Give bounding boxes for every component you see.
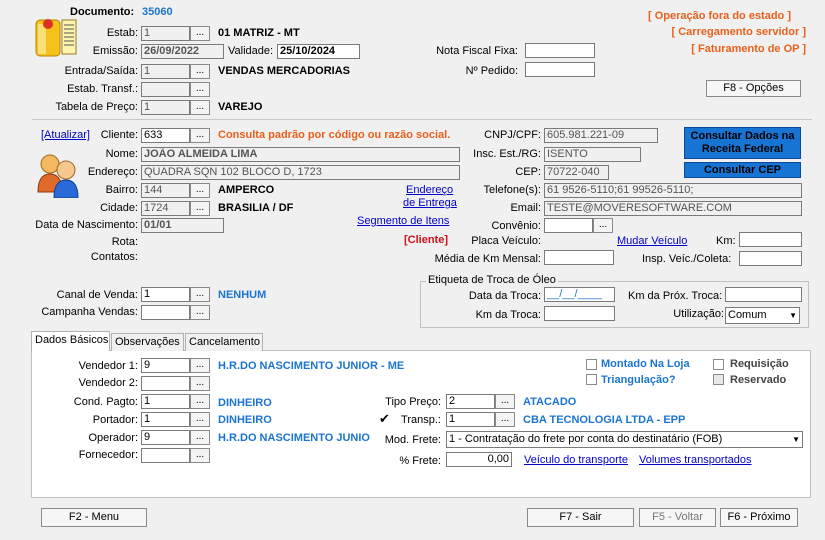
rota-label: Rota: (111, 236, 138, 248)
canal-venda-lookup-button[interactable]: ... (190, 287, 210, 302)
status-faturamento: [ Faturamento de OP ] (691, 43, 806, 55)
utilizacao-value: Comum (728, 309, 767, 321)
endereco-field[interactable]: QUADRA SQN 102 BLOCO D, 1723 (141, 165, 460, 180)
transp-checkbox[interactable]: ✔ (379, 411, 390, 426)
operador-field[interactable]: 9 (141, 430, 190, 445)
vendedor2-field[interactable] (141, 376, 190, 391)
transp-lookup-button[interactable]: ... (495, 412, 515, 427)
cliente-field[interactable]: 633 (141, 128, 190, 143)
data-troca-field[interactable]: __/__/____ (544, 287, 615, 302)
fornecedor-lookup-button[interactable]: ... (190, 448, 210, 463)
chevron-down-icon: ▼ (792, 435, 800, 444)
operador-description: H.R.DO NASCIMENTO JUNIO (218, 432, 370, 444)
status-carregamento: [ Carregamento servidor ] (671, 26, 806, 38)
cond-pagto-label: Cond. Pagto: (73, 396, 138, 408)
emissao-label: Emissão: (92, 45, 138, 57)
entrada-saida-description: VENDAS MERCADORIAS (218, 65, 351, 77)
estab-transf-lookup-button[interactable]: ... (190, 82, 210, 97)
data-troca-label: Data da Troca: (468, 290, 541, 302)
cliente-label: Cliente: (100, 129, 138, 141)
entrada-saida-lookup-button[interactable]: ... (190, 64, 210, 79)
consulta-hint: Consulta padrão por código ou razão social. (218, 129, 451, 141)
canal-venda-field[interactable]: 1 (141, 287, 190, 302)
receita-federal-button[interactable] (684, 127, 801, 159)
receita-federal-button-label: Consultar Dados na Receita Federal (690, 130, 795, 155)
km-prox-troca-label: Km da Próx. Troca: (628, 290, 723, 302)
frete-field[interactable]: 0,00 (446, 452, 512, 467)
portador-label: Portador: (92, 414, 138, 426)
chevron-down-icon: ▼ (789, 311, 797, 320)
transp-description: CBA TECNOLOGIA LTDA - EPP (523, 414, 686, 426)
validade-field[interactable]: 25/10/2024 (277, 44, 360, 59)
section-divider (32, 119, 812, 120)
requisicao-label: Requisição (730, 358, 789, 370)
estab-transf-field[interactable] (141, 82, 190, 97)
f7-sair-button[interactable]: F7 - Sair (527, 508, 634, 527)
portador-lookup-button[interactable]: ... (190, 412, 210, 427)
tabela-preco-label: Tabela de Preço: (55, 101, 138, 113)
cliente-lookup-button[interactable]: ... (190, 128, 210, 143)
vendedor1-description: H.R.DO NASCIMENTO JUNIOR - ME (218, 360, 405, 372)
canal-venda-label: Canal de Venda: (56, 289, 138, 301)
km-troca-label: Km da Troca: (475, 309, 541, 321)
cidade-lookup-button[interactable]: ... (190, 201, 210, 216)
veiculo-transporte-link[interactable]: Veículo do transporte (524, 454, 628, 466)
insc-label: Insc. Est./RG: (473, 148, 541, 160)
cond-pagto-lookup-button[interactable]: ... (190, 394, 210, 409)
cep-label: CEP: (515, 166, 541, 178)
triangulacao-label: Triangulação? (601, 374, 676, 386)
volumes-transportados-link[interactable]: Volumes transportados (639, 454, 752, 466)
estab-transf-label: Estab. Transf.: (67, 83, 138, 95)
users-icon (36, 152, 84, 198)
vendedor1-label: Vendedor 1: (78, 360, 138, 372)
convenio-label: Convênio: (491, 220, 541, 232)
montado-checkbox[interactable] (586, 359, 597, 370)
cond-pagto-description: DINHEIRO (218, 397, 272, 409)
km-field[interactable] (739, 232, 802, 247)
entrada-saida-label: Entrada/Saída: (64, 65, 138, 77)
portador-field[interactable]: 1 (141, 412, 190, 427)
segmento-itens-link[interactable]: Segmento de Itens (357, 215, 450, 227)
entrada-saida-field[interactable]: 1 (141, 64, 190, 79)
portador-description: DINHEIRO (218, 414, 272, 426)
fornecedor-label: Fornecedor: (78, 449, 138, 461)
pedido-field[interactable] (525, 62, 595, 77)
estab-lookup-button[interactable]: ... (190, 26, 210, 41)
endereco-entrega-link-2[interactable]: de Entrega (403, 197, 457, 209)
vendedor2-label: Vendedor 2: (78, 377, 138, 389)
nascimento-field[interactable]: 01/01 (141, 218, 224, 233)
documento-number: 35060 (142, 6, 173, 18)
consultar-cep-button-label: Consultar CEP (703, 164, 781, 176)
f5-voltar-button[interactable]: F5 - Voltar (639, 508, 716, 527)
tabela-preco-description: VAREJO (218, 101, 263, 113)
cidade-label: Cidade: (100, 202, 138, 214)
requisicao-checkbox[interactable] (713, 359, 724, 370)
estab-label: Estab: (106, 27, 138, 39)
insp-label: Insp. Veíc./Coleta: (642, 253, 732, 265)
montado-label: Montado Na Loja (601, 358, 690, 370)
bairro-field[interactable]: 144 (141, 183, 190, 198)
bairro-label: Bairro: (105, 184, 138, 196)
status-operacao: [ Operação fora do estado ] (647, 10, 791, 22)
utilizacao-select[interactable] (725, 307, 800, 324)
estab-field[interactable]: 1 (141, 26, 190, 41)
estab-description: 01 MATRIZ - MT (218, 27, 300, 39)
f2-menu-button[interactable]: F2 - Menu (41, 508, 147, 527)
campanha-label: Campanha Vendas: (41, 306, 138, 318)
operador-label: Operador: (88, 432, 138, 444)
pedido-label: Nº Pedido: (465, 65, 518, 77)
f8-opcoes-button[interactable]: F8 - Opções (706, 80, 801, 97)
km-label: Km: (716, 235, 736, 247)
km-prox-troca-field[interactable] (725, 287, 802, 302)
cnpj-label: CNPJ/CPF: (484, 129, 541, 141)
tipo-preco-description: ATACADO (523, 396, 577, 408)
nome-field[interactable]: JOÃO ALMEIDA LIMA (141, 147, 460, 162)
nf-fixa-label: Nota Fiscal Fixa: (436, 45, 518, 57)
nome-label: Nome: (105, 148, 138, 160)
tab-dados-basicos[interactable]: Dados Básicos (31, 331, 110, 351)
tabela-preco-field[interactable]: 1 (141, 100, 190, 115)
validade-label: Validade: (228, 45, 274, 57)
atualizar-link[interactable]: [Atualizar] (41, 129, 90, 141)
app-logo (34, 16, 80, 62)
tab-cancelamento[interactable]: Cancelamento (185, 333, 263, 351)
contatos-label: Contatos: (90, 251, 138, 263)
vendedor2-lookup-button[interactable]: ... (190, 376, 210, 391)
reservado-label: Reservado (730, 374, 787, 386)
mudar-veiculo-link[interactable]: Mudar Veículo (617, 235, 688, 247)
bairro-description: AMPERCO (218, 184, 275, 196)
tab-observacoes[interactable]: Observações (111, 333, 184, 351)
tipo-preco-field[interactable]: 2 (446, 394, 495, 409)
mod-frete-label: Mod. Frete: (384, 434, 441, 446)
telefone-label: Telefone(s): (483, 184, 541, 196)
insc-field[interactable]: ISENTO (544, 147, 641, 162)
reservado-checkbox[interactable] (713, 374, 724, 385)
cidade-field[interactable]: 1724 (141, 201, 190, 216)
transp-label: Transp.: (401, 414, 441, 426)
nascimento-label: Data de Nascimento: (35, 219, 138, 231)
tipo-preco-label: Tipo Preço: (385, 396, 441, 408)
cliente-tag: [Cliente] (404, 234, 448, 246)
placa-label: Placa Veículo: (471, 235, 541, 247)
campanha-field[interactable] (141, 305, 190, 320)
telefone-field[interactable]: 61 9526-5110;61 99526-5110; (544, 183, 802, 198)
campanha-lookup-button[interactable]: ... (190, 305, 210, 320)
cnpj-field[interactable]: 605.981.221-09 (544, 128, 658, 143)
email-label: Email: (510, 202, 541, 214)
frete-label: % Frete: (399, 455, 441, 467)
consultar-cep-button[interactable] (684, 162, 801, 178)
vendedor1-lookup-button[interactable]: ... (190, 358, 210, 373)
tabela-preco-lookup-button[interactable]: ... (190, 100, 210, 115)
endereco-label: Endereço: (87, 166, 138, 178)
email-field[interactable]: TESTE@MOVERESOFTWARE.COM (544, 201, 802, 216)
f6-proximo-button[interactable]: F6 - Próximo (720, 508, 798, 527)
mod-frete-select[interactable] (446, 431, 803, 448)
utilizacao-label: Utilização: (673, 308, 724, 320)
endereco-entrega-link[interactable]: Endereço (406, 184, 454, 196)
nf-fixa-field[interactable] (525, 43, 595, 58)
operador-lookup-button[interactable]: ... (190, 430, 210, 445)
transp-field[interactable]: 1 (446, 412, 495, 427)
media-km-field[interactable] (544, 250, 614, 265)
convenio-field[interactable] (544, 218, 593, 233)
cidade-description: BRASILIA / DF (218, 202, 294, 214)
canal-venda-description: NENHUM (218, 289, 267, 301)
media-km-label: Média de Km Mensal: (434, 253, 541, 265)
mod-frete-value: 1 - Contratação do frete por conta do destinatário (FOB) (449, 433, 723, 445)
documento-label: Documento: (70, 6, 135, 18)
vendedor1-field[interactable]: 9 (141, 358, 190, 373)
emissao-field[interactable]: 26/09/2022 (141, 44, 224, 59)
insp-field[interactable] (739, 251, 802, 266)
cep-field[interactable]: 70722-040 (544, 165, 609, 180)
cond-pagto-field[interactable]: 1 (141, 394, 190, 409)
tipo-preco-lookup-button[interactable]: ... (495, 394, 515, 409)
triangulacao-checkbox[interactable] (586, 374, 597, 385)
oleo-title: Etiqueta de Troca de Óleo (428, 274, 556, 286)
km-troca-field[interactable] (544, 306, 615, 321)
bairro-lookup-button[interactable]: ... (190, 183, 210, 198)
fornecedor-field[interactable] (141, 448, 190, 463)
convenio-lookup-button[interactable]: ... (593, 218, 613, 233)
